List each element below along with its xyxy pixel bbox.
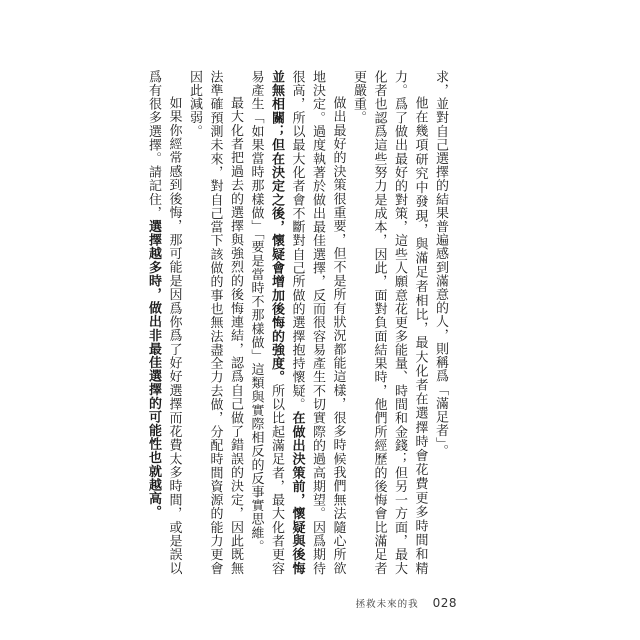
paragraph [143, 70, 184, 575]
emphasized-text: 在做出決策前，懷疑與後悔並無相關；但在決定之後，懷疑會增加後悔的強度。 [269, 70, 305, 575]
text-run: 求，並對自己選擇的結果普遍感到滿意的人，則稱爲「滿足者」。 [433, 70, 448, 458]
paragraph [245, 70, 348, 575]
paragraph [184, 70, 246, 575]
text-run: 最大化者把過去的選擇與強烈的後悔連結，認爲自己做了錯誤的決定，因此既無法準確預測未來，對自己當下該做的事也無法盡全力去做，分配時間資源的能力更會因此減弱。 [187, 70, 243, 575]
page-number: 028 [432, 596, 457, 610]
vertical-body-text [146, 70, 450, 575]
paragraph [430, 70, 451, 575]
emphasized-text: 選擇越多時，做出非最佳選擇的可能性也就越高。 [146, 219, 161, 519]
text-run: 做出最好的決策很重要，但不是所有狀況都能這樣，很多時候我們無法隨心所欲地決定。過度執著於做出最佳選擇，反而很容易產生不切實際的過高期望。因爲期待很高，所以最大化者會不斷對自己所做的選擇抱持懷疑。 [289, 70, 346, 575]
page-footer [356, 596, 457, 610]
running-head: 拯救未來的我 [355, 599, 419, 610]
text-run: 他在幾項研究中發現，與滿足者相比，最大化者在選擇時會花費更多時間和精力。爲了做出最好的對策，這些人願意花更多能量、時間和金錢；但另一方面，最大化者也認爲這些努力是成本，因此，面對負面結果時，他們所經歷的後悔會比滿足者更嚴重。 [351, 70, 428, 575]
text-run: 所以比起滿足者，最大化者更容易產生「如果當時那樣做」「要是當時不那樣做」這類與實際相反的反事實思維。 [248, 70, 284, 575]
text-run: 如果你經常感到後悔，那可能是因爲你爲了好好選擇而花費太多時間，或是誤以爲有很多選擇。請記住， [146, 70, 182, 575]
paragraph [348, 70, 430, 575]
